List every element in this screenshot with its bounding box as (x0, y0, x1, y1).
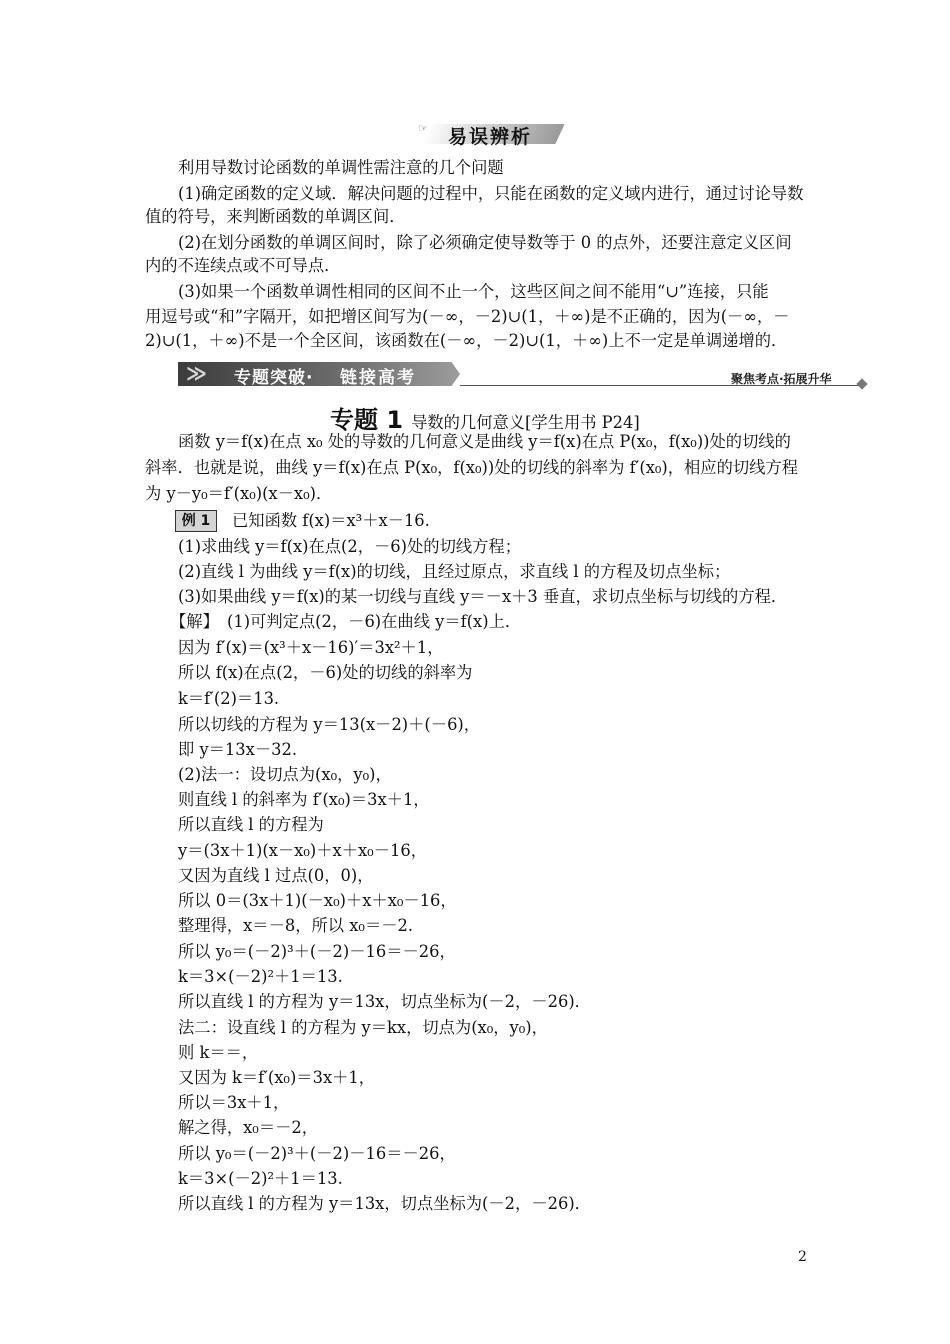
topic-breakthrough-banner (178, 360, 868, 390)
solution-line: 则直线 l 的斜率为 f′(x₀)＝3x＋1， (178, 790, 430, 809)
solution-line: 又因为直线 l 过点(0，0)， (178, 866, 374, 885)
solution-line: 整理得，x＝－8，所以 x₀＝－2. (178, 916, 414, 935)
topic-heading (330, 400, 640, 435)
double-chevron-icon: ≫ (186, 361, 201, 385)
solution-line: 所以直线 l 的方程为 y＝13x，切点坐标为(－2，－26)． (178, 1194, 591, 1213)
solution-line: k＝3×(－2)²＋1＝13. (178, 1169, 343, 1188)
solution-line: y＝(3x＋1)(x－x₀)＋x＋x₀－16， (178, 841, 427, 860)
solution-line: 所以 f(x)在点(2，－6)处的切线的斜率为 (178, 663, 473, 682)
banner-dot: · (306, 368, 314, 388)
example-question-3: (3)如果曲线 y＝f(x)的某一切线与直线 y＝－x＋3 垂直，求切点坐标与切线的方程． (178, 587, 788, 606)
solution-line: 所以直线 l 的方程为 y＝13x，切点坐标为(－2，－26)． (178, 992, 591, 1011)
solution-line: 所以 y₀＝(－2)³＋(－2)－16＝－26， (178, 1144, 456, 1163)
solution-line: (2)法一：设切点为(x₀，y₀)， (178, 765, 392, 784)
topic-text-line3: 为 y－y₀＝f′(x₀)(x－x₀)． (145, 484, 333, 503)
solution-line: 所以直线 l 的方程为 (178, 815, 324, 834)
topic-title: 导数的几何意义[学生用书 P24] (411, 413, 640, 432)
solution-line: 又因为 k＝f′(x₀)＝3x＋1， (178, 1068, 376, 1087)
solution-line: 所以 0＝(3x＋1)(－x₀)＋x＋x₀－16， (178, 891, 457, 910)
solution-line: 即 y＝13x－32. (178, 740, 298, 759)
feather-icon: ☞ (418, 122, 428, 135)
point2-line2: 内的不连续点或不可导点． (145, 256, 341, 275)
banner-right-caption: 聚焦考点·拓展升华 (731, 372, 832, 386)
example-question-2: (2)直线 l 为曲线 y＝f(x)的切线，且经过原点，求直线 l 的方程及切点坐标； (178, 562, 731, 581)
example-stem: 已知函数 f(x)＝x³＋x－16. (232, 511, 430, 530)
section-title: 易误辨析 (448, 126, 533, 148)
banner-title (234, 363, 313, 388)
example-tag: 例 1 (175, 510, 217, 532)
banner-subtitle: 链接高考 (340, 368, 416, 388)
point3-line1: (3)如果一个函数单调性相同的区间不止一个，这些区间之间不能用“∪”连接，只能 (178, 282, 769, 301)
topic-text-line2: 斜率．也就是说，曲线 y＝f(x)在点 P(x₀，f(x₀))处的切线的斜率为 f′(x₀)，相应的切线方程 (145, 458, 799, 477)
point2-line1: (2)在划分函数的单调区间时，除了必须确定使导数等于 0 的点外，还要注意定义区间 (178, 233, 792, 252)
solution-line: 【解】 (1)可判定点(2，－6)在曲线 y＝f(x)上． (170, 612, 522, 631)
solution-line: 则 k＝＝， (178, 1043, 259, 1062)
point3-line2: 用逗号或“和”字隔开，如把增区间写为(－∞，－2)∪(1，＋∞)是不正确的，因为(－∞，－ (145, 307, 790, 326)
intro-line: 利用导数讨论函数的单调性需注意的几个问题 (178, 158, 504, 177)
solution-line: 所以切线的方程为 y＝13(x－2)＋(－6)， (178, 715, 481, 734)
topic-label: 专题 1 (330, 406, 404, 434)
solution-line: 解之得，x₀＝－2， (178, 1118, 319, 1137)
point1-line2: 值的符号，来判断函数的单调区间． (145, 207, 406, 226)
solution-line: k＝f′(2)＝13. (178, 689, 280, 708)
solution-line: 因为 f′(x)＝(x³＋x－16)′＝3x²＋1， (178, 638, 444, 657)
solution-line: 所以＝3x＋1， (178, 1093, 290, 1112)
section-banner-common-errors (418, 120, 563, 147)
solution-line: k＝3×(－2)²＋1＝13. (178, 967, 343, 986)
solution-line: 所以 y₀＝(－2)³＋(－2)－16＝－26， (178, 942, 456, 961)
solution-line: 法二：设直线 l 的方程为 y＝kx，切点为(x₀，y₀)， (178, 1018, 548, 1037)
topic-text-line1: 函数 y＝f(x)在点 x₀ 处的导数的几何意义是曲线 y＝f(x)在点 P(x₀，f(x₀))处的切线的 (178, 432, 791, 451)
banner-title-text: 专题突破 (234, 368, 306, 388)
example-question-1: (1)求曲线 y＝f(x)在点(2，－6)处的切线方程； (178, 537, 521, 556)
page-number: 2 (798, 1249, 807, 1265)
banner-dark-bar (178, 362, 460, 386)
diamond-icon (856, 378, 867, 389)
point1-line1: (1)确定函数的定义域．解决问题的过程中，只能在函数的定义域内进行，通过讨论导数 (178, 184, 804, 203)
point3-line3: 2)∪(1，＋∞)不是一个全区间，该函数在(－∞，－2)∪(1，＋∞)上不一定是单调递增的． (145, 331, 788, 350)
